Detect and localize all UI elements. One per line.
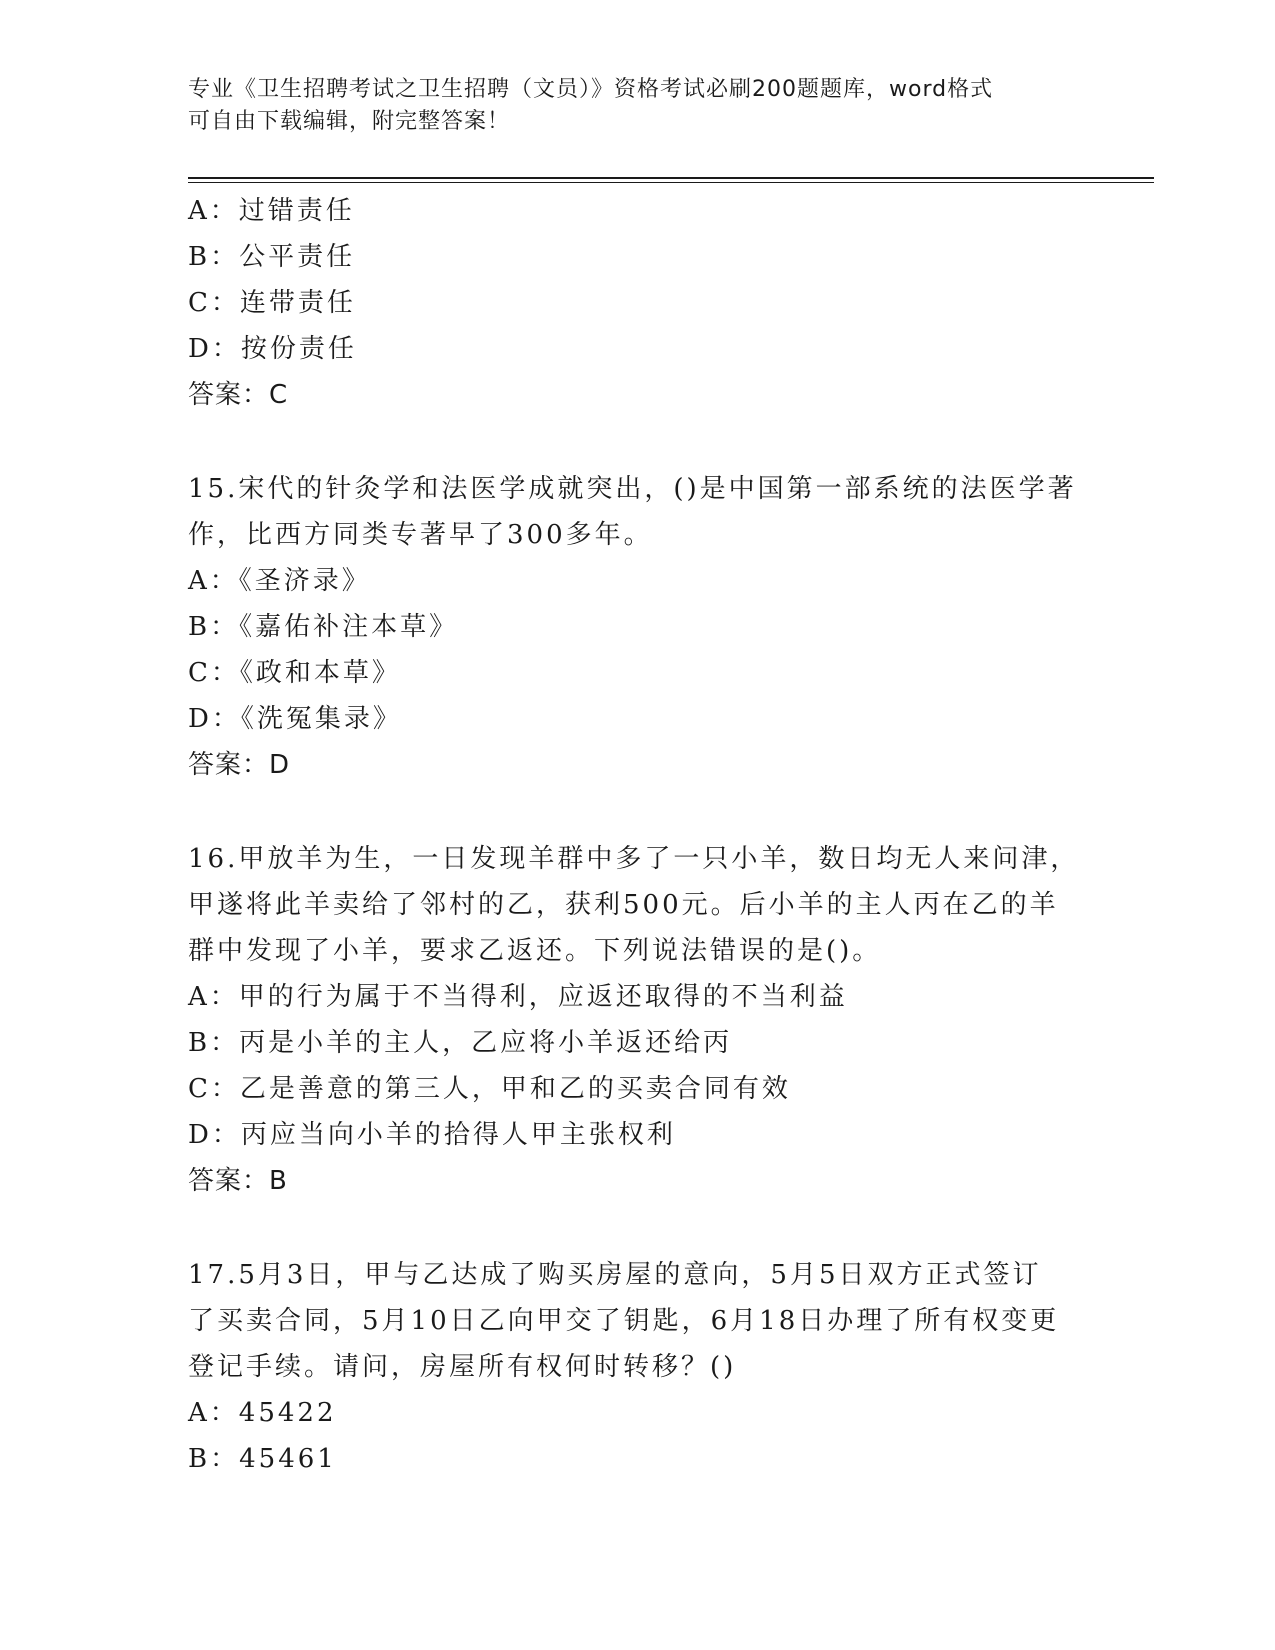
spacer: [188, 418, 1088, 466]
question-block-17: [188, 1252, 1088, 1482]
option-d: D：《洗冤集录》: [188, 704, 402, 734]
option-c: C：乙是善意的第三人，甲和乙的买卖合同有效: [188, 1074, 791, 1104]
option-b: B：《嘉佑补注本草》: [188, 612, 459, 642]
option-c: C：《政和本草》: [188, 658, 401, 688]
option-a: A：甲的行为属于不当得利，应返还取得的不当利益: [188, 982, 848, 1012]
question-block-14: [188, 188, 1088, 418]
option-b: B：丙是小羊的主人，乙应将小羊返还给丙: [188, 1028, 733, 1058]
question-list: [188, 188, 1088, 1482]
option-a: A：过错责任: [188, 196, 355, 226]
answer-line: 答案：B: [188, 1166, 288, 1196]
question-text-line-2: 甲遂将此羊卖给了邻村的乙，获利500元。后小羊的主人丙在乙的羊: [188, 890, 1059, 920]
question-block-16: [188, 836, 1088, 1204]
question-text-line-2: 作，比西方同类专著早了300多年。: [188, 520, 653, 550]
option-a: A：《圣济录》: [188, 566, 371, 596]
header-divider-thick: [188, 177, 1154, 179]
question-text-line-1: 17.5月3日，甲与乙达成了购买房屋的意向，5月5日双方正式签订: [188, 1260, 1042, 1290]
question-text-line-3: 登记手续。请问，房屋所有权何时转移？(): [188, 1352, 737, 1382]
option-d: D：按份责任: [188, 334, 357, 364]
spacer: [188, 1204, 1088, 1252]
question-text-line-1: 16.甲放羊为生，一日发现羊群中多了一只小羊，数日均无人来问津，: [188, 844, 1080, 874]
question-text-line-3: 群中发现了小羊，要求乙返还。下列说法错误的是()。: [188, 936, 882, 966]
header-divider-thin: [188, 182, 1154, 183]
option-d: D：丙应当向小羊的拾得人甲主张权利: [188, 1120, 676, 1150]
header-line-1: 专业《卫生招聘考试之卫生招聘（文员）》资格考试必刷200题题库，word格式: [188, 77, 994, 102]
option-b: B：45461: [188, 1444, 337, 1474]
option-c: C：连带责任: [188, 288, 356, 318]
header-line-2: 可自由下载编辑，附完整答案！: [188, 109, 511, 134]
option-a: A：45422: [188, 1398, 337, 1428]
answer-line: 答案：C: [188, 380, 289, 410]
answer-line: 答案：D: [188, 750, 291, 780]
question-block-15: [188, 466, 1088, 788]
document-header: [188, 74, 1088, 138]
option-b: B：公平责任: [188, 242, 356, 272]
question-text-line-2: 了买卖合同，5月10日乙向甲交了钥匙，6月18日办理了所有权变更: [188, 1306, 1060, 1336]
question-text-line-1: 15.宋代的针灸学和法医学成就突出，()是中国第一部系统的法医学著: [188, 474, 1077, 504]
spacer: [188, 788, 1088, 836]
